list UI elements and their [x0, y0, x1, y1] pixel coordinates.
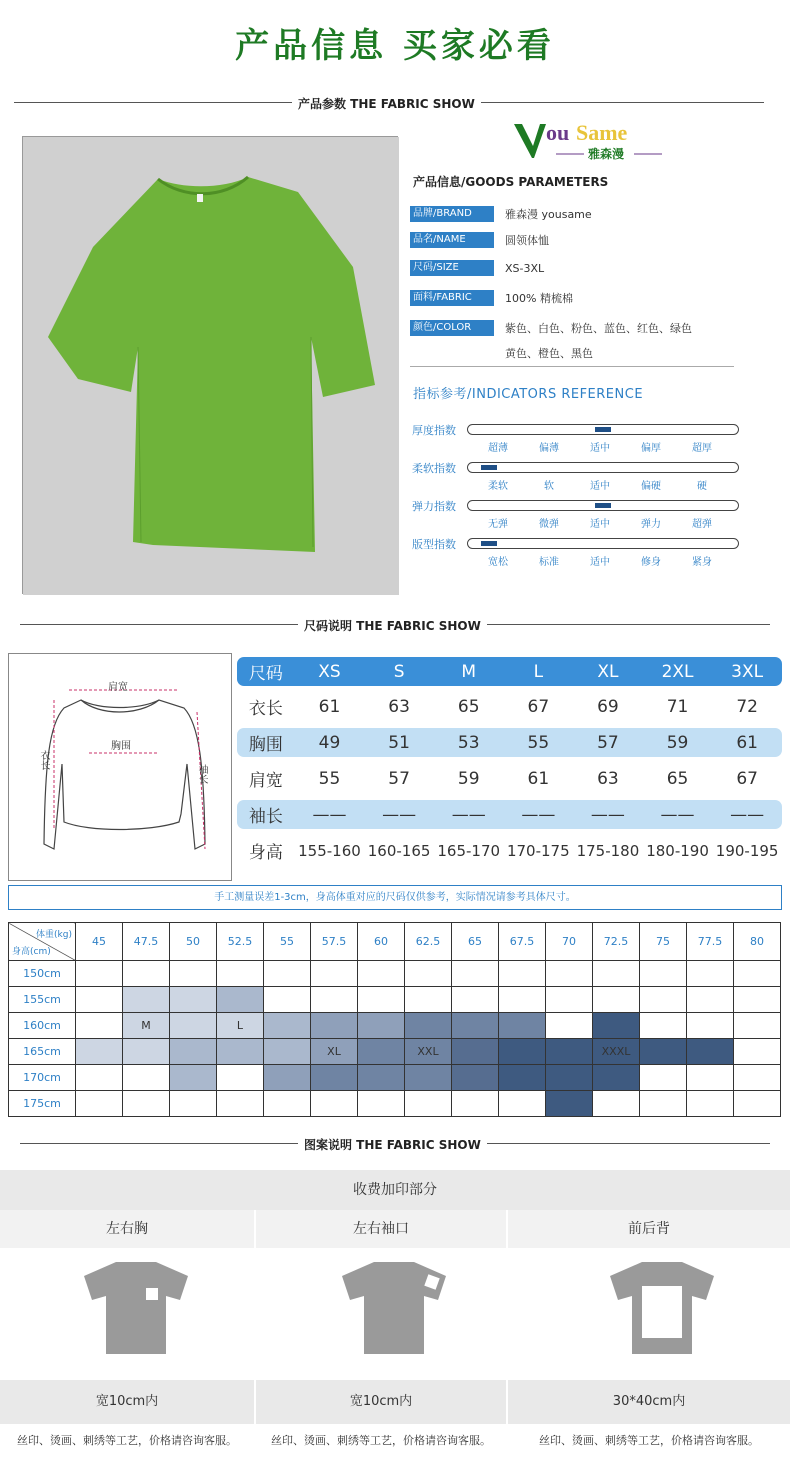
size-label-m: M	[123, 1013, 170, 1039]
grid-cell	[593, 1091, 640, 1117]
grid-cell	[546, 987, 593, 1013]
grid-cell	[499, 1013, 546, 1039]
grid-cell	[264, 1091, 311, 1117]
size-cell: 63	[388, 696, 410, 717]
grid-cell	[546, 1065, 593, 1091]
size-cell: ——	[730, 804, 765, 825]
size-cell: ——	[382, 804, 417, 825]
grid-cell	[499, 1065, 546, 1091]
size-cell: 61	[527, 768, 550, 789]
grid-cell	[170, 987, 217, 1013]
indicator-option: 软	[544, 481, 554, 492]
size-label-xxxl: XXXL	[593, 1039, 640, 1065]
size-cell: 155-160	[298, 841, 361, 860]
size-cell: ——	[521, 804, 556, 825]
grid-cell	[499, 961, 546, 987]
print-option-back: 前后背	[508, 1210, 790, 1248]
indicator-label-thickness: 厚度指数	[412, 424, 456, 437]
indicator-option: 偏硬	[641, 481, 661, 492]
indicator-options-thickness	[476, 439, 724, 454]
grid-cell	[734, 1065, 781, 1091]
size-row-sleeve	[237, 800, 782, 829]
indicator-options-elasticity	[476, 515, 724, 530]
grid-cell	[593, 1013, 640, 1039]
size-row-label: 袖长	[248, 807, 283, 827]
param-row-brand	[410, 206, 592, 222]
param-label: 品牌/BRAND	[410, 206, 494, 222]
grid-cell	[264, 961, 311, 987]
height-header: 150cm	[9, 961, 76, 987]
size-cell: 72	[736, 696, 758, 717]
tshirt-back-print-icon	[610, 1262, 714, 1358]
print-note-back: 丝印、烫画、刺绣等工艺，价格请咨询客服。	[539, 1434, 759, 1447]
size-row-label: 衣长	[248, 699, 283, 719]
grid-cell	[217, 987, 264, 1013]
weight-header: 65	[452, 923, 499, 961]
grid-cell	[405, 961, 452, 987]
indicator-bar-fit	[467, 538, 739, 549]
grid-cell	[76, 961, 123, 987]
weight-header: 77.5	[687, 923, 734, 961]
grid-cell	[405, 1091, 452, 1117]
param-value: 雅森漫 yousame	[505, 208, 592, 221]
height-header: 165cm	[9, 1039, 76, 1065]
page-title: 产品信息 买家必看	[235, 26, 555, 66]
grid-cell	[123, 1065, 170, 1091]
grid-cell	[640, 1039, 687, 1065]
grid-cell	[405, 1013, 452, 1039]
grid-cell	[358, 961, 405, 987]
size-row-header	[237, 657, 782, 686]
grid-cell	[687, 961, 734, 987]
param-row-size	[410, 260, 544, 276]
grid-cell	[76, 1091, 123, 1117]
size-row-length	[237, 692, 782, 721]
size-cell: S	[393, 661, 405, 682]
grid-cell	[499, 1091, 546, 1117]
grid-cell	[123, 961, 170, 987]
grid-cell	[170, 1039, 217, 1065]
grid-cell	[123, 1091, 170, 1117]
param-label: 颜色/COLOR	[410, 320, 494, 336]
size-cell: M	[461, 661, 477, 682]
grid-cell	[640, 961, 687, 987]
weight-height-grid	[8, 922, 781, 1117]
param-value: XS-3XL	[505, 261, 545, 275]
size-cell: 65	[666, 768, 689, 789]
grid-cell	[452, 961, 499, 987]
size-cell: 165-170	[437, 841, 501, 860]
brand-logo	[512, 116, 682, 164]
indicator-marker	[595, 503, 611, 508]
size-label-l: L	[217, 1013, 264, 1039]
grid-cell	[264, 1039, 311, 1065]
size-cell: 71	[666, 696, 689, 717]
grid-cell	[687, 987, 734, 1013]
grid-cell	[687, 1039, 734, 1065]
size-cell: 65	[457, 696, 480, 717]
size-cell: 67	[527, 696, 550, 717]
grid-cell	[546, 1091, 593, 1117]
size-cell: ——	[590, 804, 625, 825]
green-tshirt-image	[23, 137, 399, 595]
param-label: 品名/NAME	[410, 232, 494, 248]
indicator-label-elasticity: 弹力指数	[412, 500, 456, 513]
weight-header: 45	[76, 923, 123, 961]
weight-header: 80	[734, 923, 781, 961]
indicator-marker	[595, 427, 611, 432]
size-cell: ——	[660, 804, 695, 825]
size-cell: 51	[388, 732, 410, 753]
grid-cell	[593, 987, 640, 1013]
param-value: 100% 精梳棉	[505, 292, 573, 305]
grid-cell	[499, 1039, 546, 1065]
param-row-color	[410, 320, 692, 336]
size-cell: 57	[388, 768, 410, 789]
param-label: 尺码/SIZE	[410, 260, 494, 276]
tshirt-chest-print-icon	[84, 1262, 188, 1358]
product-photo	[22, 136, 398, 594]
grid-cell	[311, 1091, 358, 1117]
grid-cell	[734, 961, 781, 987]
printing-title: 收费加印部分	[0, 1170, 790, 1210]
grid-cell	[687, 1013, 734, 1039]
section-heading-pattern: 图案说明 THE FABRIC SHOW	[298, 1136, 487, 1153]
indicator-option: 微弹	[539, 519, 559, 530]
size-cell: 49	[318, 732, 341, 753]
height-header: 155cm	[9, 987, 76, 1013]
params-title: 产品信息/GOODS PARAMETERS	[413, 175, 609, 189]
indicator-label-fit: 版型指数	[412, 538, 456, 551]
size-row-label: 胸围	[248, 735, 283, 755]
print-option-sleeve: 左右袖口	[256, 1210, 506, 1248]
print-size-chest: 宽10cm内	[0, 1380, 254, 1424]
size-row-shoulder	[237, 764, 782, 793]
size-label-xxl: XXL	[405, 1039, 452, 1065]
indicator-marker	[481, 541, 497, 546]
print-note-sleeve: 丝印、烫画、刺绣等工艺，价格请咨询客服。	[271, 1434, 491, 1447]
grid-cell	[358, 1013, 405, 1039]
size-cell: 190-195	[715, 841, 779, 860]
size-cell: 160-165	[367, 841, 431, 860]
grid-cell	[358, 1039, 405, 1065]
section-heading-params: 产品参数 THE FABRIC SHOW	[292, 95, 481, 112]
size-label-xl: XL	[311, 1039, 358, 1065]
shoulder-label: 肩宽	[108, 682, 128, 693]
weight-header: 52.5	[217, 923, 264, 961]
svg-text:ou: ou	[546, 120, 570, 145]
size-row-label: 身高	[248, 843, 283, 863]
grid-cell	[640, 1091, 687, 1117]
grid-cell	[217, 1039, 264, 1065]
height-header: 175cm	[9, 1091, 76, 1117]
param-value: 圆领体恤	[505, 234, 549, 247]
print-size-sleeve: 宽10cm内	[256, 1380, 506, 1424]
indicator-option: 弹力	[641, 519, 661, 530]
size-cell: 57	[597, 732, 619, 753]
section-heading-size: 尺码说明 THE FABRIC SHOW	[298, 617, 487, 634]
size-cell: 59	[457, 768, 480, 789]
size-cell: 61	[318, 696, 341, 717]
grid-cell	[405, 987, 452, 1013]
grid-cell	[734, 987, 781, 1013]
grid-cell	[452, 1013, 499, 1039]
indicator-label-softness: 柔软指数	[412, 462, 456, 475]
indicator-option: 超弹	[692, 519, 712, 530]
size-cell: 180-190	[646, 841, 709, 860]
weight-header: 47.5	[123, 923, 170, 961]
tshirt-sleeve-print-icon	[342, 1262, 446, 1358]
param-row-fabric	[410, 290, 573, 306]
grid-cell	[76, 1039, 123, 1065]
indicator-options-softness	[476, 477, 724, 492]
indicator-bar-elasticity	[467, 500, 739, 511]
size-cell: L	[533, 661, 544, 682]
length-label: 衣长	[38, 750, 49, 770]
grid-cell	[546, 1013, 593, 1039]
indicator-bar-softness	[467, 462, 739, 473]
size-cell: ——	[312, 804, 347, 825]
grid-cell	[499, 987, 546, 1013]
grid-corner	[9, 923, 76, 961]
indicators-title: 指标参考/INDICATORS REFERENCE	[413, 387, 644, 402]
sleeve-label: 袖长	[196, 764, 207, 784]
indicator-bar-thickness	[467, 424, 739, 435]
size-cell: 55	[318, 768, 341, 789]
size-cell: 2XL	[661, 661, 694, 682]
weight-header: 75	[640, 923, 687, 961]
grid-cell	[593, 1065, 640, 1091]
svg-text:Same: Same	[576, 120, 628, 145]
indicator-option: 适中	[590, 481, 610, 492]
height-header: 170cm	[9, 1065, 76, 1091]
grid-cell	[546, 961, 593, 987]
size-row-chest	[237, 728, 782, 757]
grid-cell	[358, 987, 405, 1013]
grid-cell	[452, 987, 499, 1013]
size-row-label: 尺码	[248, 664, 283, 684]
grid-corner-height: 身高(cm)	[12, 946, 51, 957]
indicator-option: 紧身	[692, 557, 712, 568]
grid-cell	[217, 1091, 264, 1117]
grid-cell	[734, 1013, 781, 1039]
size-cell: 61	[736, 732, 758, 753]
params-divider	[410, 366, 734, 367]
grid-cell	[452, 1039, 499, 1065]
weight-header: 55	[264, 923, 311, 961]
size-cell: 55	[527, 732, 550, 753]
chest-label: 胸围	[111, 741, 131, 752]
size-row-label: 肩宽	[248, 771, 283, 791]
height-header: 160cm	[9, 1013, 76, 1039]
size-cell: 53	[457, 732, 480, 753]
print-size-back: 30*40cm内	[508, 1380, 790, 1424]
size-diagram	[8, 653, 232, 881]
weight-header: 60	[358, 923, 405, 961]
svg-text:雅森漫: 雅森漫	[588, 147, 625, 161]
size-cell: 69	[597, 696, 619, 717]
size-cell: 59	[666, 732, 689, 753]
grid-cell	[76, 1013, 123, 1039]
indicator-option: 宽松	[488, 557, 508, 568]
grid-cell	[123, 987, 170, 1013]
grid-cell	[170, 1065, 217, 1091]
size-cell: XS	[318, 661, 341, 682]
size-cell: ——	[451, 804, 486, 825]
indicator-options-fit	[476, 553, 724, 568]
weight-header: 67.5	[499, 923, 546, 961]
indicator-option: 硬	[697, 481, 707, 492]
weight-header: 62.5	[405, 923, 452, 961]
weight-header: 50	[170, 923, 217, 961]
grid-cell	[123, 1039, 170, 1065]
weight-header: 70	[546, 923, 593, 961]
param-value: 紫色、白色、粉色、蓝色、红色、绿色	[505, 322, 692, 335]
size-cell: 63	[597, 768, 619, 789]
indicator-option: 适中	[590, 557, 610, 568]
grid-cell	[217, 961, 264, 987]
weight-header: 57.5	[311, 923, 358, 961]
param-row-name	[410, 232, 549, 248]
grid-cell	[640, 987, 687, 1013]
indicator-option: 标准	[539, 557, 559, 568]
grid-cell	[640, 1013, 687, 1039]
print-note-chest: 丝印、烫画、刺绣等工艺，价格请咨询客服。	[17, 1434, 237, 1447]
weight-header: 72.5	[593, 923, 640, 961]
size-cell: 3XL	[731, 661, 764, 682]
size-cell: 175-180	[576, 841, 640, 860]
grid-cell	[593, 961, 640, 987]
grid-cell	[546, 1039, 593, 1065]
grid-cell	[170, 1013, 217, 1039]
indicator-option: 偏厚	[641, 443, 661, 454]
param-color-line2: 黄色、橙色、黑色	[505, 347, 593, 360]
grid-cell	[264, 1065, 311, 1091]
indicator-option: 适中	[590, 443, 610, 454]
indicator-option: 无弹	[488, 519, 508, 530]
indicator-option: 修身	[641, 557, 661, 568]
indicator-option: 超厚	[692, 443, 712, 454]
grid-cell	[76, 987, 123, 1013]
yousame-logo-mark	[512, 116, 682, 164]
size-row-height	[237, 836, 782, 865]
grid-cell	[452, 1065, 499, 1091]
grid-cell	[734, 1039, 781, 1065]
size-cell: 67	[736, 768, 758, 789]
param-label: 面料/FABRIC	[410, 290, 494, 306]
grid-cell	[170, 961, 217, 987]
indicator-option: 偏薄	[539, 443, 559, 454]
grid-cell	[264, 987, 311, 1013]
grid-cell	[687, 1065, 734, 1091]
size-cell: 170-175	[506, 841, 570, 860]
grid-cell	[687, 1091, 734, 1117]
grid-cell	[358, 1065, 405, 1091]
indicator-marker	[481, 465, 497, 470]
grid-cell	[264, 1013, 311, 1039]
grid-corner-weight: 体重(kg)	[36, 929, 72, 940]
grid-cell	[217, 1065, 264, 1091]
grid-cell	[76, 1065, 123, 1091]
measurement-note: 手工测量误差1-3cm，身高体重对应的尺码仅供参考，实际情况请参考具体尺寸。	[8, 885, 782, 910]
grid-cell	[640, 1065, 687, 1091]
indicator-option: 超薄	[488, 443, 508, 454]
grid-cell	[170, 1091, 217, 1117]
grid-cell	[452, 1091, 499, 1117]
grid-cell	[311, 961, 358, 987]
grid-cell	[358, 1091, 405, 1117]
indicator-option: 适中	[590, 519, 610, 530]
grid-cell	[734, 1091, 781, 1117]
grid-cell	[311, 1065, 358, 1091]
print-option-chest: 左右胸	[0, 1210, 254, 1248]
grid-cell	[311, 987, 358, 1013]
grid-cell	[311, 1013, 358, 1039]
grid-cell	[405, 1065, 452, 1091]
indicator-option: 柔软	[488, 481, 508, 492]
size-cell: XL	[597, 661, 619, 682]
